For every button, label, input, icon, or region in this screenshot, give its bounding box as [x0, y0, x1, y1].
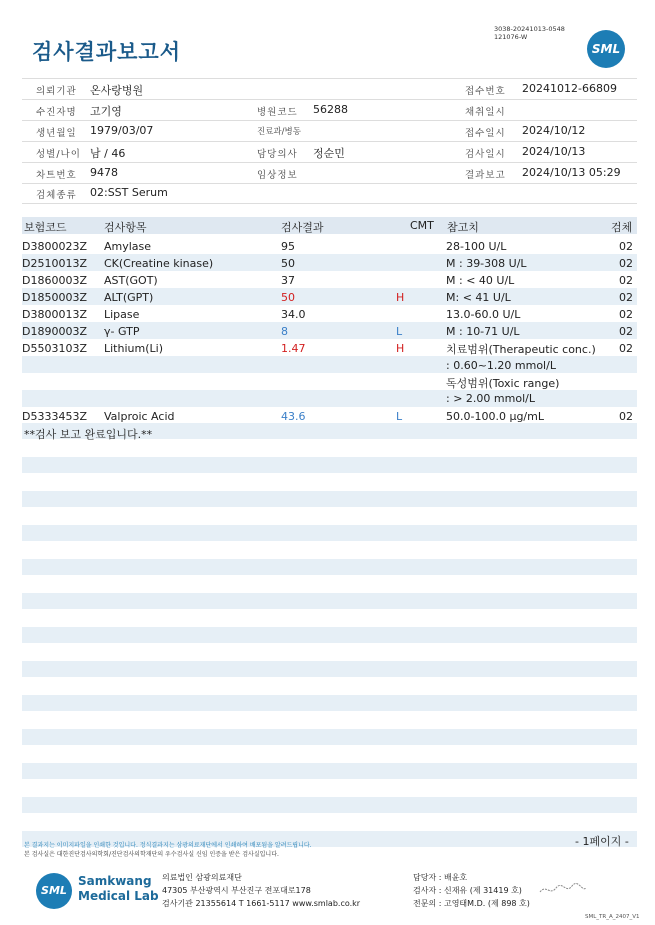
row-stripe	[22, 763, 637, 779]
row-cmt-high: H	[396, 291, 405, 304]
row-item: CK(Creatine kinase)	[104, 257, 214, 270]
label-clinical-info: 임상정보	[257, 170, 298, 181]
row-cmt-high: H	[396, 342, 405, 355]
row-ref: M : 10-71 U/L	[446, 325, 520, 338]
divider	[22, 203, 637, 204]
label-collection-time: 채취일시	[465, 107, 506, 118]
row-spec: 02	[619, 257, 633, 270]
row-stripe	[22, 491, 637, 507]
note-certification: 본 검사실은 대한진단검사의학회/진단검사의학재단의 우수검사실 신임 인증을 받은 검사실입니다.	[24, 851, 279, 858]
row-result: 37	[281, 274, 295, 287]
completion-note: **검사 보고 완료입니다.**	[24, 428, 153, 441]
row-code: D1850003Z	[22, 291, 87, 304]
row-ref-extra: : > 2.00 mmol/L	[446, 392, 535, 405]
divider	[22, 183, 637, 184]
col-ref: 참고치	[447, 221, 479, 234]
value-receipt-date: 2024/10/12	[522, 124, 586, 137]
row-result-high: 50	[281, 291, 295, 304]
row-code: D5333453Z	[22, 410, 87, 423]
row-spec: 02	[619, 410, 633, 423]
value-birth: 1979/03/07	[90, 124, 154, 137]
row-ref: 13.0-60.0 U/L	[446, 308, 521, 321]
staff-manager: 담당자 : 배윤호	[413, 873, 468, 882]
signature-icon	[538, 880, 588, 898]
label-birth: 생년월일	[36, 128, 77, 139]
row-spec: 02	[619, 240, 633, 253]
staff-tester: 검사자 : 신재유 (제 31419 호)	[413, 886, 522, 895]
row-spec: 02	[619, 342, 633, 355]
row-result: 34.0	[281, 308, 306, 321]
label-specimen-type: 검체종류	[36, 190, 77, 201]
footer-staff	[413, 871, 530, 910]
row-ref: M : 39-308 U/L	[446, 257, 527, 270]
row-code: D2510013Z	[22, 257, 87, 270]
row-stripe	[22, 559, 637, 575]
row-item: Valproic Acid	[104, 410, 175, 423]
value-patient: 고기영	[90, 105, 122, 118]
note-image-copy: 본 결과지는 이미지파일을 인쇄한 것입니다. 정식결과지는 삼광의료재단에서 인쇄하여 배포됨을 알려드립니다.	[24, 842, 312, 849]
row-item: Lithium(Li)	[104, 342, 163, 355]
divider	[22, 78, 637, 79]
value-chart-no: 9478	[90, 166, 118, 179]
value-doctor: 정순민	[313, 147, 345, 160]
row-ref: M: < 41 U/L	[446, 291, 511, 304]
row-stripe	[22, 729, 637, 745]
divider	[22, 141, 637, 142]
footer-org	[162, 871, 360, 910]
label-department: 진료과/병동	[257, 127, 301, 137]
row-stripe	[22, 457, 637, 473]
row-stripe	[22, 390, 637, 407]
row-spec: 02	[619, 308, 633, 321]
value-hospital: 온사랑병원	[90, 84, 144, 97]
page-number: - 1페이지 -	[575, 835, 629, 848]
row-item: ALT(GPT)	[104, 291, 154, 304]
row-ref-extra: 독성범위(Toxic range)	[446, 377, 560, 390]
value-hospital-code: 56288	[313, 103, 348, 116]
row-cmt-low: L	[396, 325, 403, 338]
footer-contact: 검사기관 21355614 T 1661-5117 www.smlab.co.kr	[162, 899, 361, 908]
row-ref: M : < 40 U/L	[446, 274, 515, 287]
label-test-date: 검사일시	[465, 149, 506, 160]
row-item: AST(GOT)	[104, 274, 158, 287]
row-ref: 28-100 U/L	[446, 240, 507, 253]
col-cmt: CMT	[410, 219, 434, 232]
row-spec: 02	[619, 291, 633, 304]
row-ref-extra: : 0.60~1.20 mmol/L	[446, 359, 556, 372]
row-spec: 02	[619, 274, 633, 287]
row-result-high: 1.47	[281, 342, 306, 355]
value-sex-age: 남 / 46	[90, 147, 126, 160]
form-code: SML_TR_A_2407_V1	[585, 914, 640, 920]
brand-line-1: Samkwang	[78, 874, 152, 888]
divider	[22, 120, 637, 121]
label-hospital-code: 병원코드	[257, 107, 298, 118]
row-code: D5503103Z	[22, 342, 87, 355]
row-result-low: 43.6	[281, 410, 306, 423]
label-report-time: 결과보고	[465, 170, 506, 181]
row-item: Lipase	[104, 308, 140, 321]
brand-line-2: Medical Lab	[78, 889, 159, 903]
row-stripe	[22, 627, 637, 643]
value-receipt-no: 20241012-66809	[522, 82, 617, 95]
page-title: 검사결과보고서	[32, 40, 182, 64]
doc-code-1: 3038-20241013-0548	[494, 25, 565, 33]
row-code: D3800023Z	[22, 240, 87, 253]
staff-specialist: 전문의 : 고영태M.D. (제 898 호)	[413, 899, 530, 908]
footer-org-name: 의료법인 삼광의료재단	[162, 873, 242, 882]
divider	[22, 99, 637, 100]
sml-logo: SML	[587, 30, 625, 68]
footer-address: 47305 부산광역시 부산진구 전포대로178	[162, 886, 311, 895]
label-receipt-no: 접수번호	[465, 86, 506, 97]
row-stripe	[22, 661, 637, 677]
row-cmt-low: L	[396, 410, 403, 423]
row-stripe	[22, 797, 637, 813]
row-stripe	[22, 593, 637, 609]
value-test-date: 2024/10/13	[522, 145, 586, 158]
row-item: Amylase	[104, 240, 152, 253]
col-item: 검사항목	[104, 221, 147, 234]
col-code: 보험코드	[24, 221, 67, 234]
value-report-time: 2024/10/13 05:29	[522, 166, 621, 179]
label-hospital: 의뢰기관	[36, 86, 77, 97]
label-patient: 수진자명	[36, 107, 77, 118]
label-sex-age: 성별/나이	[36, 149, 81, 160]
row-result-low: 8	[281, 325, 288, 338]
row-spec: 02	[619, 325, 633, 338]
value-specimen-type: 02:SST Serum	[90, 186, 168, 199]
row-item: γ- GTP	[104, 325, 140, 338]
row-ref: 치료범위(Therapeutic conc.)	[446, 343, 596, 356]
doc-code-2: 121076-W	[494, 33, 528, 41]
label-receipt-date: 접수일시	[465, 128, 506, 139]
brand-name	[78, 874, 159, 904]
row-result: 50	[281, 257, 295, 270]
divider	[22, 162, 637, 163]
row-code: D1860003Z	[22, 274, 87, 287]
row-result: 95	[281, 240, 295, 253]
footer-sml-logo: SML	[36, 873, 72, 909]
row-stripe	[22, 525, 637, 541]
row-ref: 50.0-100.0 μg/mL	[446, 410, 544, 423]
label-doctor: 담당의사	[257, 149, 298, 160]
row-code: D3800013Z	[22, 308, 87, 321]
row-code: D1890003Z	[22, 325, 87, 338]
row-stripe	[22, 695, 637, 711]
col-specimen: 검체	[611, 221, 633, 234]
label-chart-no: 차트번호	[36, 170, 77, 181]
col-result: 검사결과	[281, 221, 324, 234]
